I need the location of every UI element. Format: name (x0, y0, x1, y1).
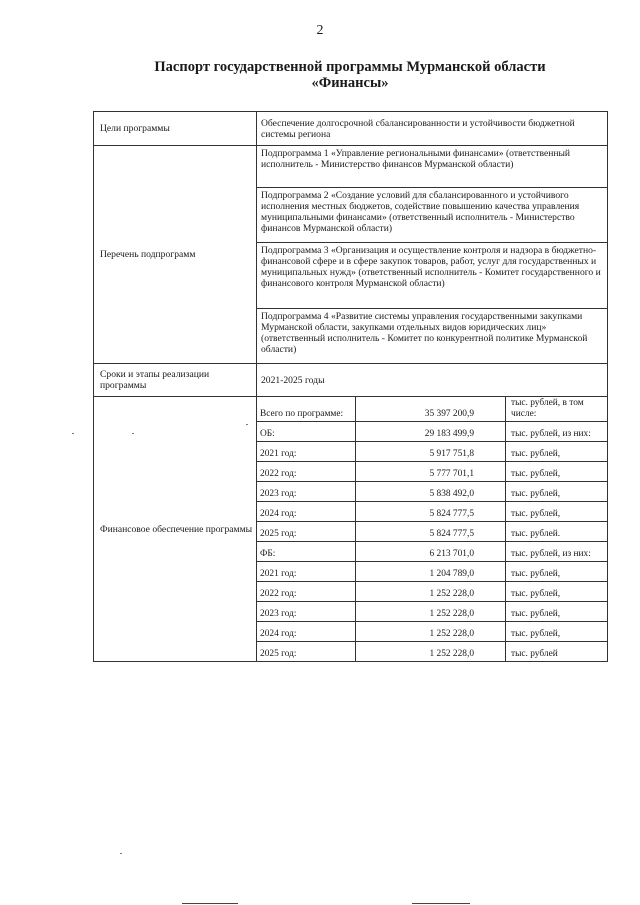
financing-row-unit: тыс. рублей, из них: (506, 542, 608, 562)
financing-row-label: ФБ: (257, 542, 356, 562)
financing-row-label: 2022 год: (257, 462, 356, 482)
financing-table-row (257, 562, 607, 582)
footer-rule-right (412, 903, 470, 904)
financing-row-label: 2023 год: (257, 482, 356, 502)
financing-table-row (257, 397, 607, 422)
financing-row-label: 2021 год: (257, 442, 356, 462)
scan-speck (132, 433, 134, 434)
financing-table (257, 397, 607, 661)
financing-label: Финансовое обеспечение программы (94, 397, 257, 662)
financing-row-amount: 1 252 228,0 (356, 602, 506, 622)
financing-row-amount: 6 213 701,0 (356, 542, 506, 562)
goals-value: Обеспечение долгосрочной сбалансированности и устойчивости бюджетной системы региона (257, 112, 608, 146)
financing-table-row (257, 522, 607, 542)
financing-row-unit: тыс. рублей, (506, 482, 608, 502)
financing-row-amount: 5 917 751,8 (356, 442, 506, 462)
financing-table-row (257, 642, 607, 662)
subprogram-3: Подпрограмма 3 «Организация и осуществление контроля и надзора в бюджетно-финансовой сфере и в сфере закупок товаров, работ, услуг для государственных и муниципальных нужд» (ответственный исполнитель - Комитет государственного и финансового контроля Мурманской области) (257, 243, 608, 309)
financing-row-unit: тыс. рублей. (506, 522, 608, 542)
subprograms-label: Перечень подпрограмм (94, 146, 257, 364)
financing-table-row (257, 482, 607, 502)
program-passport-table (93, 111, 608, 662)
scan-speck (246, 424, 248, 425)
financing-row-label: 2025 год: (257, 642, 356, 662)
subprogram-2: Подпрограмма 2 «Создание условий для сбалансированного и устойчивого исполнения местных бюджетов, содействие повышению качества управления муниципальными финансами» (ответственный исполнитель - Министерство финансов Мурманской области) (257, 188, 608, 243)
financing-row-unit: тыс. рублей, из них: (506, 422, 608, 442)
financing-table-row (257, 462, 607, 482)
financing-row-amount: 1 204 789,0 (356, 562, 506, 582)
financing-row-label: 2024 год: (257, 502, 356, 522)
financing-row-unit: тыс. рублей, (506, 562, 608, 582)
financing-row-label: Всего по программе: (257, 397, 356, 422)
financing-row-amount: 29 183 499,9 (356, 422, 506, 442)
financing-row-label: ОБ: (257, 422, 356, 442)
scan-speck (120, 853, 122, 854)
financing-row-label: 2025 год: (257, 522, 356, 542)
financing-table-row (257, 582, 607, 602)
terms-label: Сроки и этапы реализации программы (94, 364, 257, 397)
financing-table-row (257, 422, 607, 442)
goals-label: Цели программы (94, 112, 257, 146)
financing-row-unit: тыс. рублей, (506, 502, 608, 522)
financing-row-amount: 1 252 228,0 (356, 582, 506, 602)
financing-row-unit: тыс. рублей, (506, 462, 608, 482)
financing-row-label: 2024 год: (257, 622, 356, 642)
terms-value: 2021-2025 годы (257, 364, 608, 397)
financing-row-label: 2023 год: (257, 602, 356, 622)
subprogram-1: Подпрограмма 1 «Управление региональными финансами» (ответственный исполнитель - Министерство финансов Мурманской области) (257, 146, 608, 188)
terms-row (94, 364, 608, 397)
financing-row-label: 2021 год: (257, 562, 356, 582)
financing-row-label: 2022 год: (257, 582, 356, 602)
financing-row-amount: 35 397 200,9 (356, 397, 506, 422)
scan-speck (72, 433, 74, 434)
title-line-2: «Финансы» (311, 75, 389, 91)
financing-row-unit: тыс. рублей (511, 649, 558, 659)
subprogram-row-1 (94, 146, 608, 188)
financing-row (94, 397, 608, 662)
financing-row-amount: 5 824 777,5 (356, 502, 506, 522)
financing-row-unit: тыс. рублей, (506, 622, 608, 642)
subprogram-4: Подпрограмма 4 «Развитие системы управления государственными закупками Мурманской области, закупками отдельных видов юридических лиц» (ответственный исполнитель - Комитет по конкурентной политике Мурманской области) (257, 309, 608, 364)
financing-row-unit: тыс. рублей, (506, 602, 608, 622)
title-line-1: Паспорт государственной программы Мурманской области (154, 59, 546, 75)
financing-row-amount: 1 252 228,0 (356, 622, 506, 642)
financing-table-row (257, 542, 607, 562)
financing-row-unit: тыс. рублей, в том числе: (506, 397, 608, 422)
document-title (60, 59, 640, 91)
financing-table-row (257, 442, 607, 462)
financing-row-unit: тыс. рублей, (506, 442, 608, 462)
footer-rule-left (182, 903, 238, 904)
financing-row-amount: 5 777 701,1 (356, 462, 506, 482)
financing-row-unit: тыс. рублей, (506, 582, 608, 602)
financing-table-row (257, 602, 607, 622)
page-number: 2 (316, 23, 324, 38)
financing-row-amount: 5 824 777,5 (356, 522, 506, 542)
financing-row-amount: 1 252 228,0 (356, 642, 506, 662)
financing-table-row (257, 622, 607, 642)
goals-row (94, 112, 608, 146)
financing-breakdown (257, 397, 608, 662)
financing-table-row (257, 502, 607, 522)
financing-row-amount: 5 838 492,0 (356, 482, 506, 502)
